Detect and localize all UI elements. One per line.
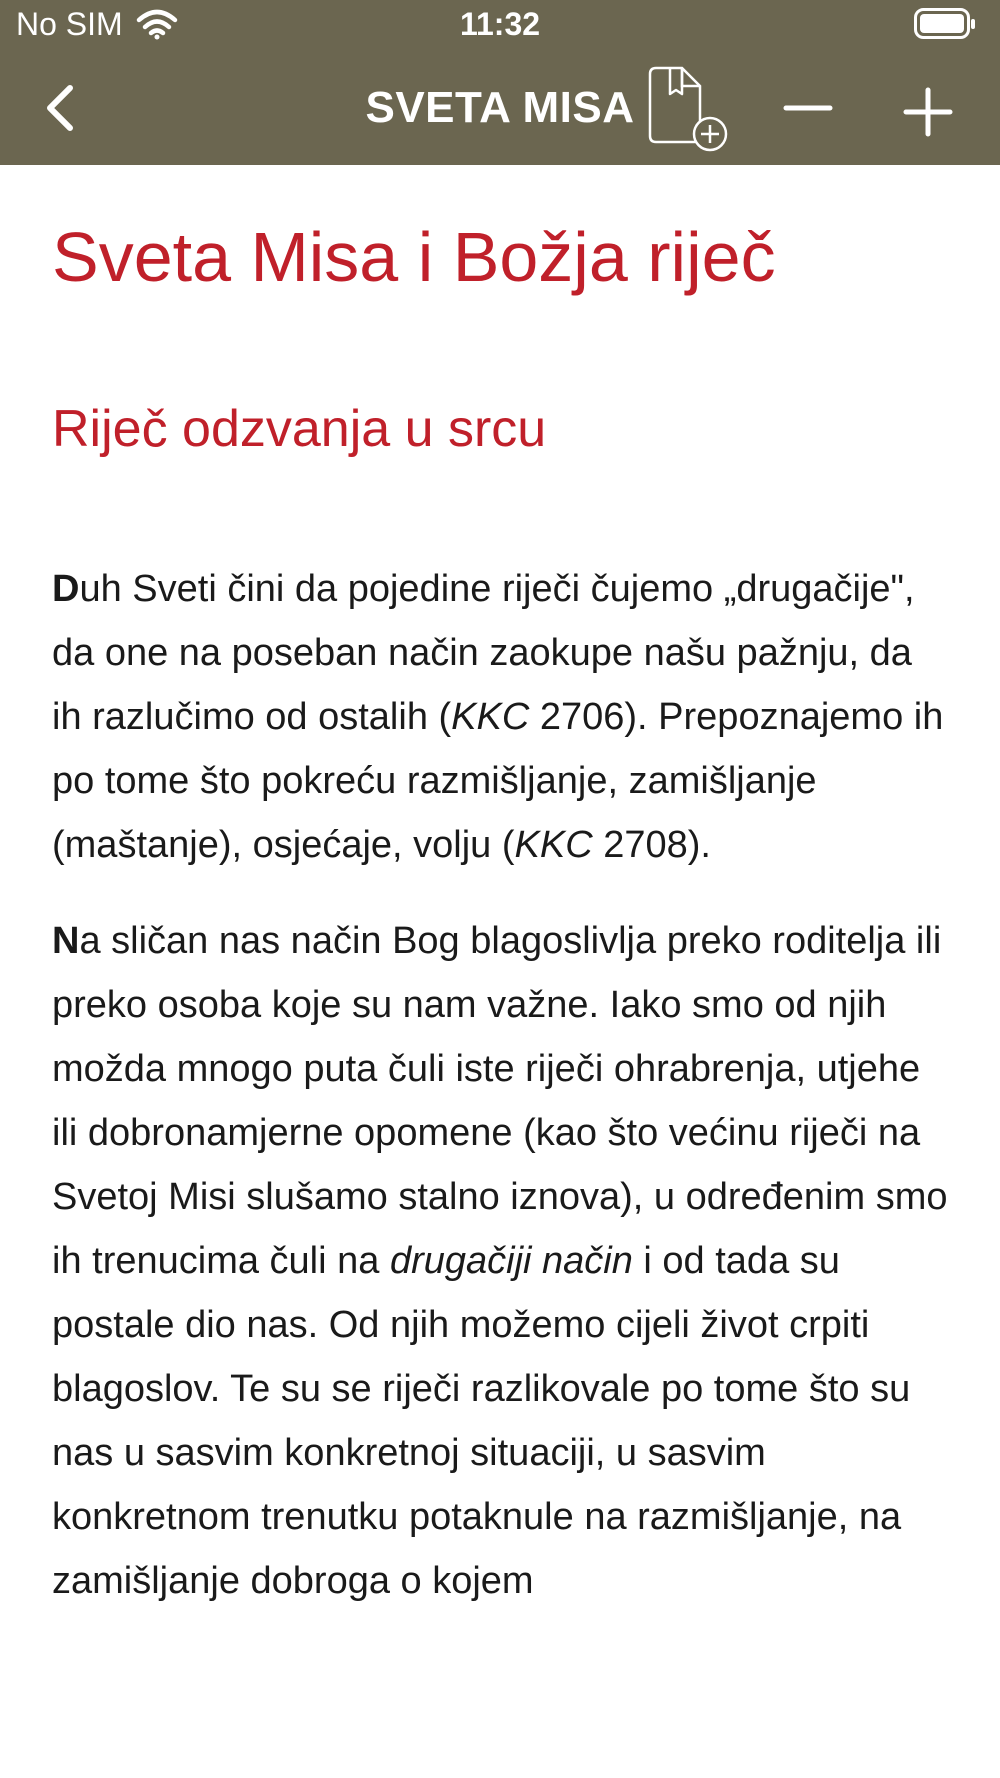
paragraph-1	[52, 557, 952, 877]
battery-icon	[914, 8, 976, 40]
paragraph-1-text-3: 2708).	[592, 824, 711, 866]
paragraph-2-text-2: i od tada su postale dio nas. Od njih možemo cijeli život crpiti blagoslov. Te su se riječi razlikovale po tome što su nas u sasvim konkretnoj situaciji, u sasvim konkretnom trenutku potaknule na razmišljanje, na zamišljanje dobroga o kojem	[52, 1240, 911, 1602]
paragraph-2-dropcap: N	[52, 920, 80, 962]
paragraph-1-text-1: uh Sveti čini da pojedine riječi čujemo „drugačije", da one na poseban način zaokupe našu pažnju, da ih razlučimo od ostalih (	[52, 568, 915, 738]
paragraph-2	[52, 909, 952, 1613]
document-add-icon[interactable]	[642, 64, 732, 154]
section-heading: Riječ odzvanja u srcu	[52, 400, 547, 458]
paragraph-1-italic-1: KKC	[451, 696, 530, 738]
chevron-left-icon[interactable]	[36, 80, 86, 136]
plus-icon[interactable]	[900, 84, 956, 140]
paragraph-1-italic-2: KKC	[514, 824, 593, 866]
paragraph-2-text-1: a sličan nas način Bog blagoslivlja preko roditelja ili preko osoba koje su nam važne. Iako smo od njih možda mnogo puta čuli iste riječi ohrabrenja, utjehe ili dobronamjerne opomene (kao što većinu riječi na Svetoj Misi slušamo stalno iznova), u određenim smo ih trenucima čuli na	[52, 920, 948, 1282]
article-content	[52, 165, 952, 1613]
status-time: 11:32	[459, 6, 541, 42]
article-title: Sveta Misa i Božja riječ	[52, 218, 776, 296]
paragraph-1-dropcap: D	[52, 568, 80, 610]
navigation-bar	[0, 0, 1000, 165]
minus-icon[interactable]	[780, 84, 836, 132]
paragraph-2-italic-1: drugačiji način	[389, 1240, 633, 1282]
nav-title: SVETA MISA	[365, 83, 635, 132]
carrier-label: No SIM	[16, 5, 123, 42]
paragraph-1-text-2: 2706). Prepoznajemo ih po tome što pokreću razmišljanje, zamišljanje (maštanje), osjećaje, volju (	[52, 696, 944, 866]
